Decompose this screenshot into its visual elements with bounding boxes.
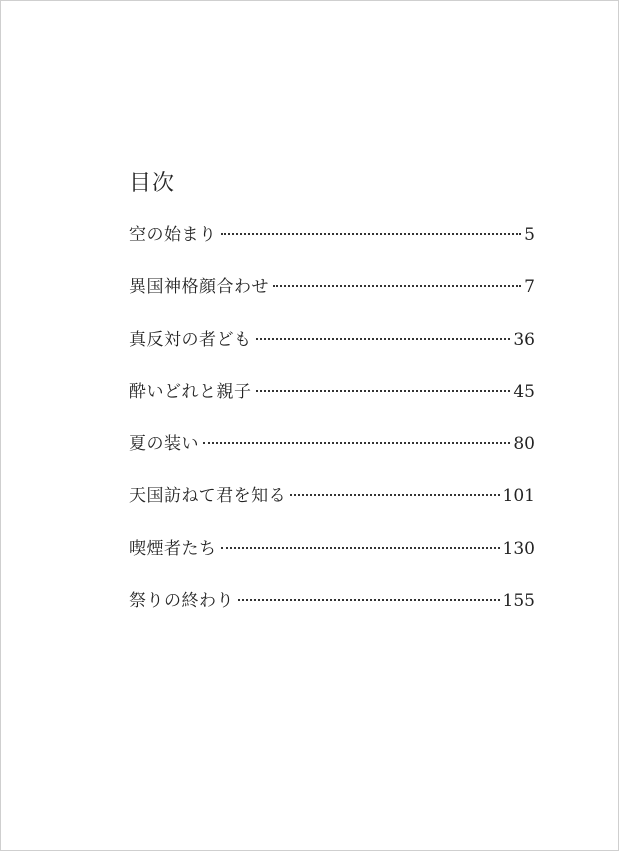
toc-entry-label: 夏の装い	[129, 434, 199, 455]
toc-list	[129, 222, 535, 640]
toc-entry-label: 空の始まり	[129, 225, 217, 245]
toc-entry-label: 天国訪ねて君を知る	[129, 486, 287, 507]
toc-entry-label: 喫煙者たち	[129, 538, 217, 559]
toc-entry	[129, 536, 535, 588]
toc-entry-label: 酔いどれと親子	[129, 381, 252, 402]
toc-dot-leader	[256, 389, 511, 392]
toc-entry	[129, 431, 535, 483]
toc-entry-page: 5	[524, 225, 535, 245]
toc-entry	[129, 379, 535, 431]
toc-entry-page: 80	[513, 434, 535, 455]
toc-entry-page: 36	[513, 329, 535, 350]
toc-entry	[129, 222, 535, 274]
toc-entry-label: 異国神格顔合わせ	[129, 277, 269, 298]
toc-entry-page: 7	[524, 277, 535, 298]
toc-entry-page: 130	[502, 538, 535, 559]
toc-entry-page: 155	[502, 591, 535, 612]
toc-title: 目次	[129, 171, 176, 196]
toc-dot-leader	[203, 441, 510, 444]
toc-entry-page: 45	[513, 381, 535, 402]
toc-dot-leader	[290, 493, 499, 496]
toc-entry	[129, 327, 535, 379]
toc-entry-label: 祭りの終わり	[129, 591, 234, 612]
toc-dot-leader	[256, 337, 511, 340]
toc-entry-page: 101	[502, 486, 535, 507]
toc-entry-label: 真反対の者ども	[129, 329, 252, 350]
toc-dot-leader	[238, 598, 500, 601]
toc-dot-leader	[221, 546, 500, 549]
toc-entry	[129, 588, 535, 640]
toc-entry	[129, 483, 535, 535]
toc-dot-leader	[273, 284, 521, 287]
toc-entry	[129, 274, 535, 326]
toc-dot-leader	[221, 232, 522, 235]
